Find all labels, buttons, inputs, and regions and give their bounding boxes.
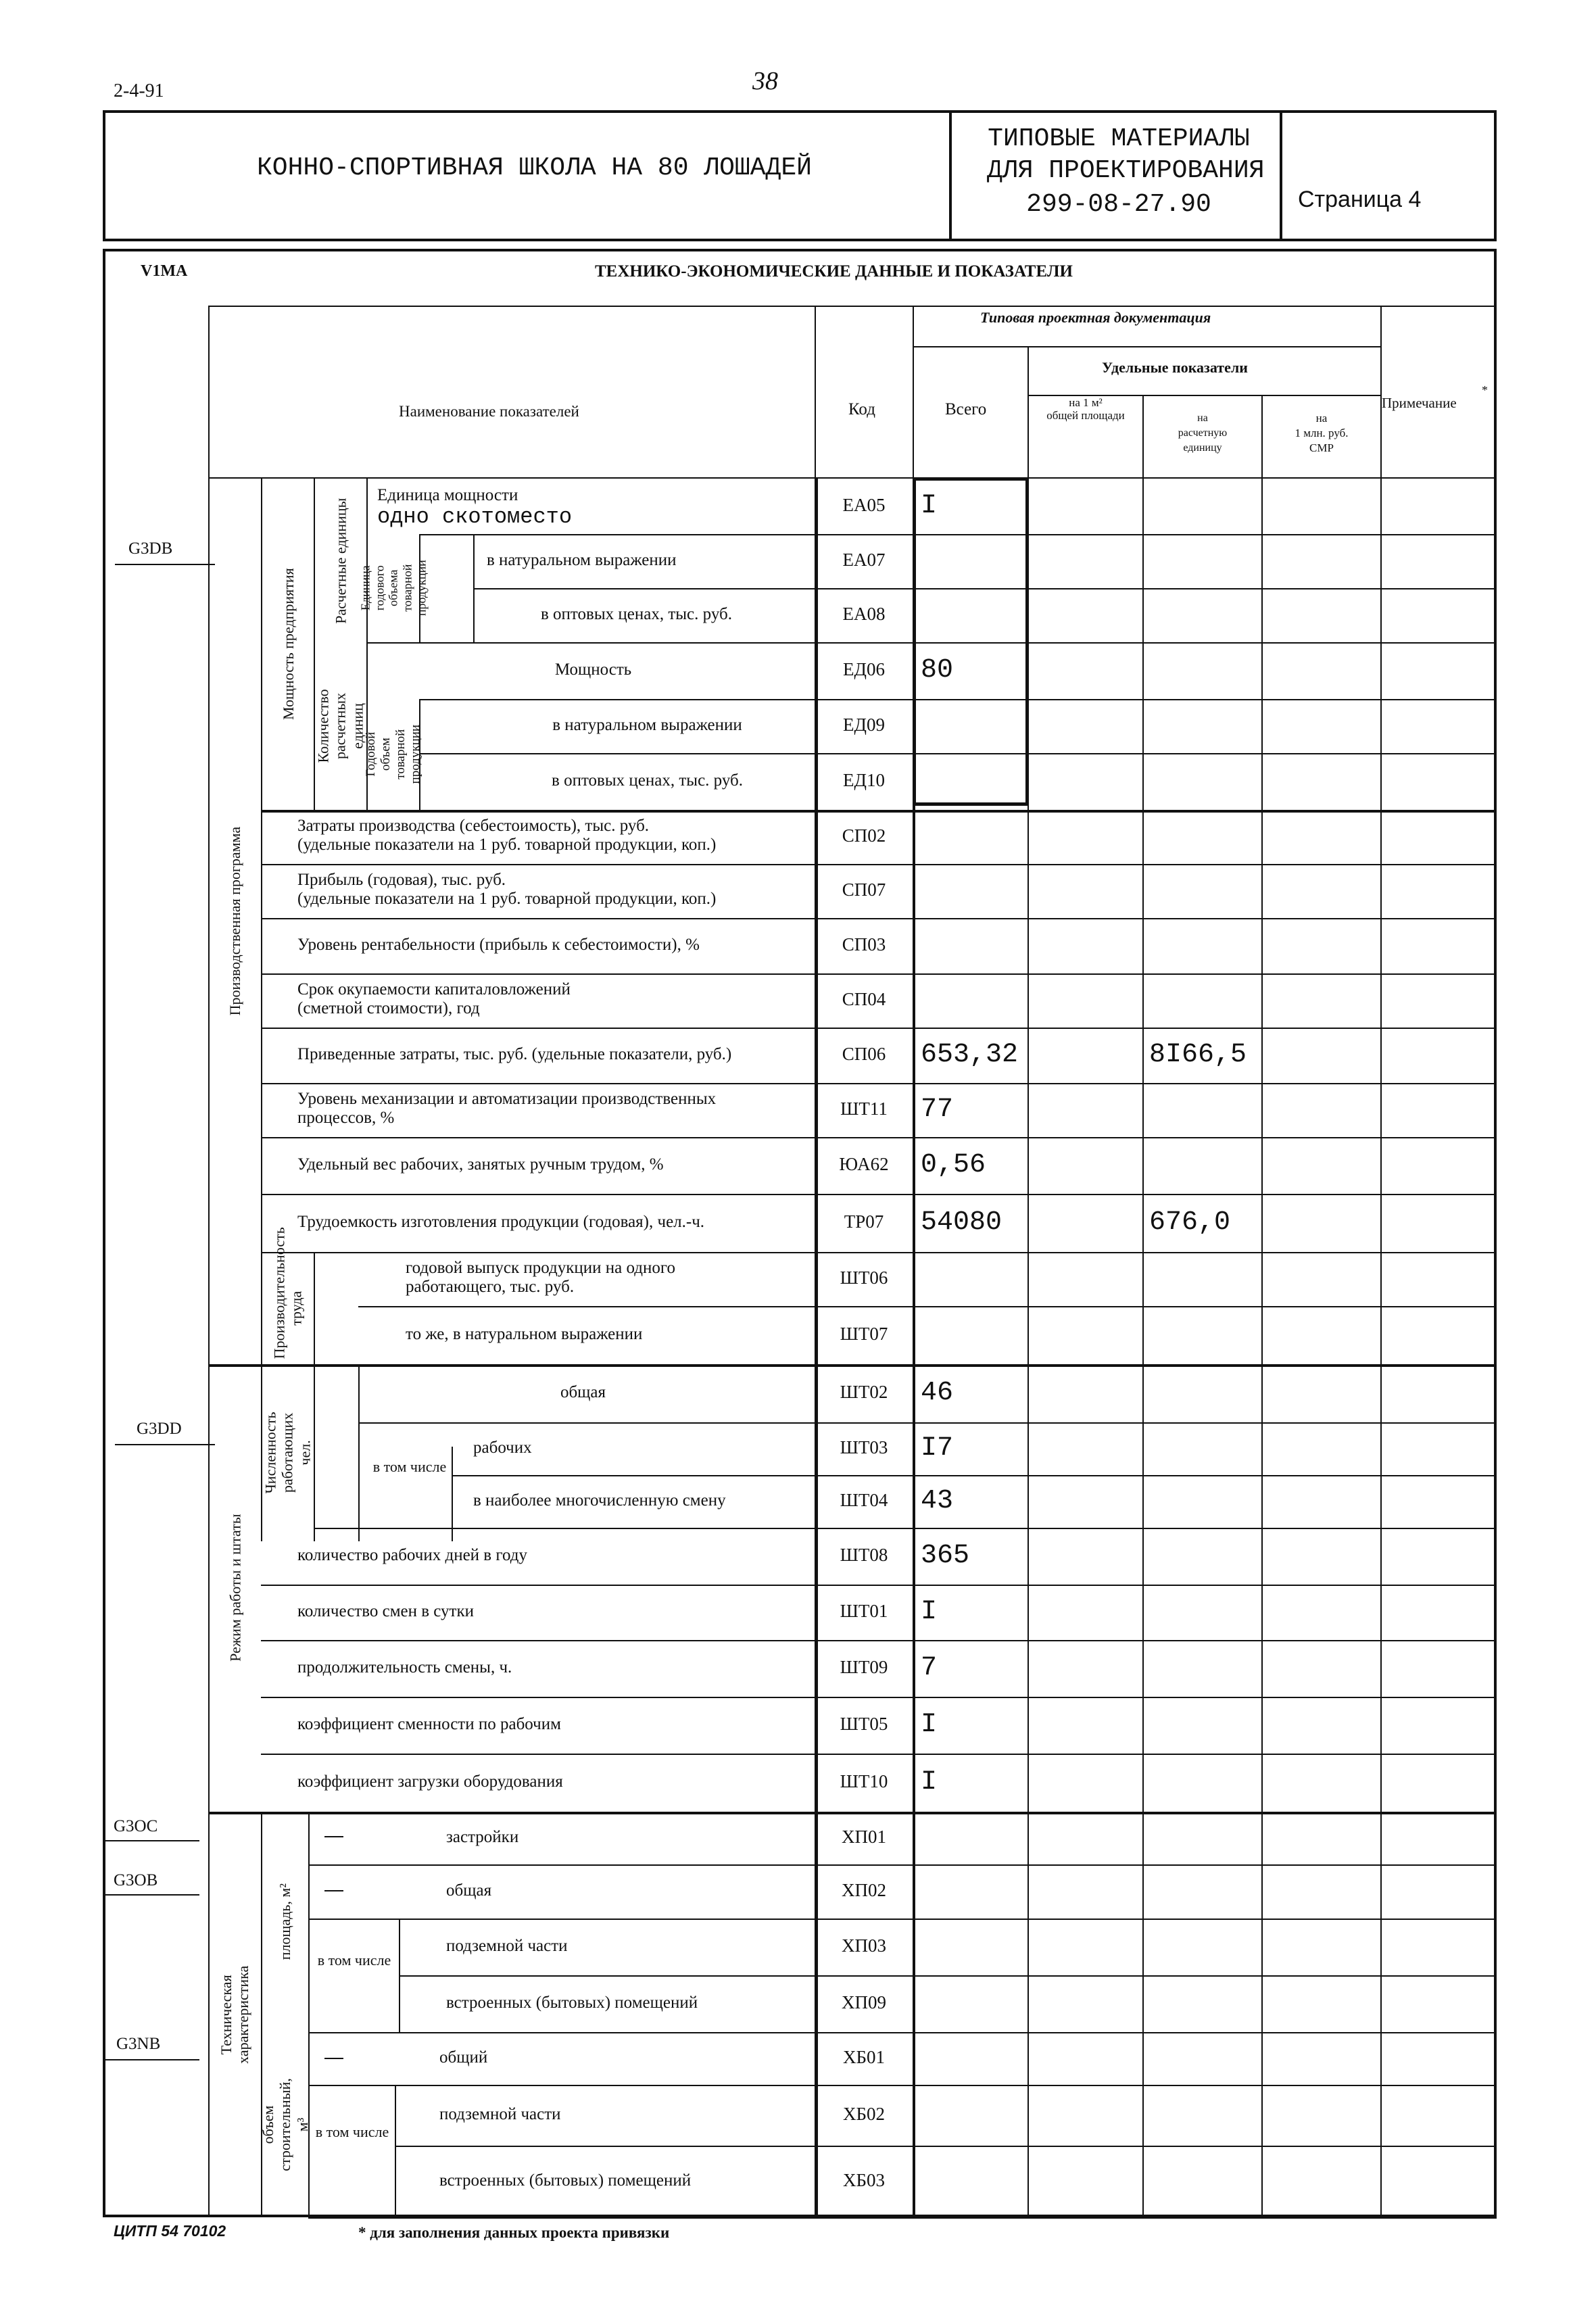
group-unit-annual: Единица годового объема товарной продукции: [358, 560, 429, 617]
table-row: [0, 1422, 1596, 1475]
row-label: Уровень механизации и автоматизации производственных процессов, %: [297, 1090, 717, 1127]
row-code: ШТ08: [840, 1545, 888, 1565]
document-number: 2-4-91: [114, 80, 164, 101]
row-code: ШТ09: [840, 1657, 888, 1677]
group-capacity: Мощность предприятия: [279, 568, 297, 721]
row-code: СП07: [842, 879, 886, 900]
table-row: [0, 2032, 1596, 2085]
row-label: встроенных (бытовых) помещений: [439, 2171, 692, 2190]
row-label: в натуральном выражении: [487, 551, 677, 569]
org-code: ЦИТП 54 70102: [114, 2222, 226, 2240]
row-label: Уровень рентабельности (прибыль к себестоимости), %: [297, 936, 700, 954]
row-code: ШТ01: [840, 1601, 888, 1621]
row-total: 54080: [921, 1207, 1002, 1238]
row-code: ХБ02: [842, 2104, 885, 2124]
row-per-unit: 676,0: [1149, 1207, 1231, 1238]
table-row: [0, 534, 1596, 588]
per-mln-header: на: [1315, 412, 1328, 425]
row-code: ШТ11: [840, 1099, 888, 1119]
table-row: [0, 1364, 1596, 1422]
table-row: [0, 1975, 1596, 2032]
margin-code-g3db: G3DB: [128, 539, 173, 558]
group-qty-calc-units: Количество расчетных единиц: [315, 689, 366, 763]
row-total: 80: [921, 655, 954, 685]
group-annual-volume: Годовой объем товарной продукции: [364, 725, 422, 784]
row-label: Трудоемкость изготовления продукции (годовая), чел.-ч.: [297, 1213, 705, 1231]
row-label: общая: [446, 1881, 492, 1900]
table-row: [0, 1754, 1596, 1812]
table-row: [0, 1137, 1596, 1194]
table-row: [0, 1528, 1596, 1585]
row-code: ХП09: [842, 1992, 886, 2012]
row-total: I7: [921, 1433, 954, 1464]
margin-code-g3nb: G3NB: [116, 2035, 161, 2053]
row-label: в натуральном выражении: [552, 716, 742, 734]
table-row: [0, 918, 1596, 973]
row-label: годовой выпуск продукции на одного работающего, тыс. руб.: [406, 1259, 676, 1296]
project-title: КОННО-СПОРТИВНАЯ ШКОЛА НА 80 ЛОШАДЕЙ: [257, 153, 812, 183]
row-code: ШТ10: [840, 1771, 888, 1791]
row-label: Срок окупаемости капиталовложений (сметной стоимости), год: [297, 980, 571, 1017]
row-label: коэффициент сменности по рабочим: [297, 1715, 561, 1733]
row-code: ЮА62: [839, 1154, 889, 1174]
row-code: ШТ05: [840, 1714, 888, 1734]
table-row: [0, 810, 1596, 864]
table-row: [0, 588, 1596, 642]
table-row: [0, 1812, 1596, 1864]
row-code: ТР07: [844, 1211, 884, 1232]
table-row: [0, 1475, 1596, 1528]
table-row: [0, 1585, 1596, 1640]
row-code: ШТ02: [840, 1382, 888, 1402]
margin-code-g3oc: G3OC: [114, 1817, 158, 1835]
form-code: V1MA: [141, 262, 188, 280]
table-row: [0, 479, 1596, 534]
page-label: Страница 4: [1298, 187, 1422, 212]
group-volume: объем строительный, м³: [260, 2078, 311, 2171]
row-label: в оптовых ценах, тыс. руб.: [541, 605, 732, 623]
row-code: ЕД10: [843, 770, 885, 790]
row-code: ШТ03: [840, 1437, 888, 1457]
row-code: СП04: [842, 989, 886, 1009]
row-total: 365: [921, 1541, 970, 1571]
row-code: СП06: [842, 1044, 886, 1064]
row-label: общий: [439, 2048, 488, 2067]
row-label: подземной части: [439, 2105, 561, 2123]
row-total: I: [921, 491, 938, 521]
row-total: I: [921, 1710, 938, 1740]
row-label: встроенных (бытовых) помещений: [446, 1994, 698, 2012]
margin-code-g3dd: G3DD: [137, 1420, 182, 1438]
row-total: 77: [921, 1094, 954, 1125]
row-label: подземной части: [446, 1937, 568, 1955]
table-row: [0, 864, 1596, 918]
row-label: количество рабочих дней в году: [297, 1546, 527, 1564]
row-label: коэффициент загрузки оборудования: [297, 1772, 563, 1791]
row-code: ШТ07: [840, 1324, 888, 1344]
series-line1: ТИПОВЫЕ МАТЕРИАЛЫ: [988, 124, 1250, 153]
table-row: [0, 1083, 1596, 1137]
row-total: 43: [921, 1486, 954, 1516]
row-label: Удельный вес рабочих, занятых ручным трудом, %: [297, 1155, 664, 1174]
series-number: 299-08-27.90: [1026, 190, 1211, 219]
row-total: I: [921, 1767, 938, 1798]
row-code: ЕА08: [842, 604, 886, 624]
row-label: Затраты производства (себестоимость), тыс. руб. (удельные показатели на 1 руб. товарной продукции, коп.): [297, 817, 717, 854]
row-code: ХП02: [842, 1880, 886, 1900]
row-code: ХП01: [842, 1827, 886, 1847]
group-mode: Режим работы и штаты: [226, 1514, 244, 1662]
table-row: [0, 973, 1596, 1028]
table-row: [0, 2146, 1596, 2217]
table-row: [0, 1864, 1596, 1919]
group-workers-count: Численность работающих чел.: [262, 1412, 314, 1494]
specific-header: Удельные показатели: [1102, 359, 1248, 376]
table-row: [0, 1252, 1596, 1306]
row-label: Мощность: [554, 660, 632, 679]
row-label: продолжительность смены, ч.: [297, 1658, 512, 1676]
incl-workers: в том числе: [372, 1458, 447, 1475]
footnote: * для заполнения данных проекта привязки: [358, 2224, 670, 2241]
row-total: 46: [921, 1378, 954, 1408]
row-code: ЕА07: [842, 550, 886, 570]
table-row: [0, 2085, 1596, 2146]
row-total: 653,32: [921, 1040, 1019, 1070]
row-label: общая: [560, 1383, 606, 1401]
incl-volume: в том числе: [315, 2123, 389, 2140]
row-code: ШТ04: [840, 1490, 888, 1510]
row-total: I: [921, 1597, 938, 1627]
typical-docs-header: Типовая проектная документация: [980, 309, 1211, 326]
row-per-unit: 8I66,5: [1149, 1040, 1247, 1070]
group-calc-units: Расчетные единицы: [332, 498, 349, 625]
row-code: ЕД09: [843, 715, 885, 735]
section-heading: ТЕХНИКО-ЭКОНОМИЧЕСКИЕ ДАННЫЕ И ПОКАЗАТЕЛИ: [595, 262, 1073, 281]
row-label: Единица мощности одно скотоместо: [377, 486, 573, 529]
row-code: ХБ01: [842, 2047, 885, 2067]
group-area: площадь, м²: [276, 1883, 294, 1960]
table-row: [0, 642, 1596, 699]
per-m2-header: на 1 м²: [1069, 396, 1103, 409]
page-number: 38: [752, 67, 778, 95]
table-row: [0, 699, 1596, 753]
name-col-header: Наименование показателей: [399, 403, 579, 420]
row-code: ЕА05: [842, 495, 886, 515]
table-row: [0, 1306, 1596, 1364]
row-code: ЕД06: [843, 659, 885, 679]
total-col-header: Всего: [945, 400, 987, 418]
margin-code-g3ob: G3OB: [114, 1871, 158, 1889]
row-label: Приведенные затраты, тыс. руб. (удельные показатели, руб.): [297, 1045, 732, 1063]
series-line2: ДЛЯ ПРОЕКТИРОВАНИЯ: [987, 156, 1265, 185]
table-row: [0, 1697, 1596, 1754]
table-row: [0, 753, 1596, 810]
row-total: 0,56: [921, 1150, 986, 1180]
note-col-header: Примечание: [1382, 395, 1457, 411]
row-label: застройки: [446, 1828, 519, 1846]
row-code: ШТ06: [840, 1268, 888, 1288]
row-label: в оптовых ценах, тыс. руб.: [552, 771, 743, 790]
row-label: в наиболее многочисленную смену: [473, 1491, 726, 1510]
per-unit-header: на: [1197, 412, 1208, 424]
table-row: [0, 1194, 1596, 1252]
row-label: рабочих: [473, 1439, 532, 1457]
table-row: [0, 1919, 1596, 1975]
row-code: ХП03: [842, 1935, 886, 1956]
row-code: ХБ03: [842, 2170, 885, 2190]
group-production: Производственная программа: [226, 827, 244, 1016]
row-label: Прибыль (годовая), тыс. руб. (удельные показатели на 1 руб. товарной продукции, коп.): [297, 871, 717, 908]
incl-area: в том числе: [317, 1952, 391, 1969]
table-row: [0, 1028, 1596, 1083]
table-row: [0, 1640, 1596, 1697]
group-technical: Техническая характеристика: [218, 1965, 252, 2064]
code-col-header: Код: [848, 400, 875, 418]
group-productivity: Производительность труда: [270, 1226, 305, 1359]
row-code: СП02: [842, 825, 886, 846]
row-label: количество смен в сутки: [297, 1602, 475, 1620]
row-label: то же, в натуральном выражении: [406, 1325, 643, 1343]
row-total: 7: [921, 1653, 938, 1683]
row-code: СП03: [842, 934, 886, 955]
